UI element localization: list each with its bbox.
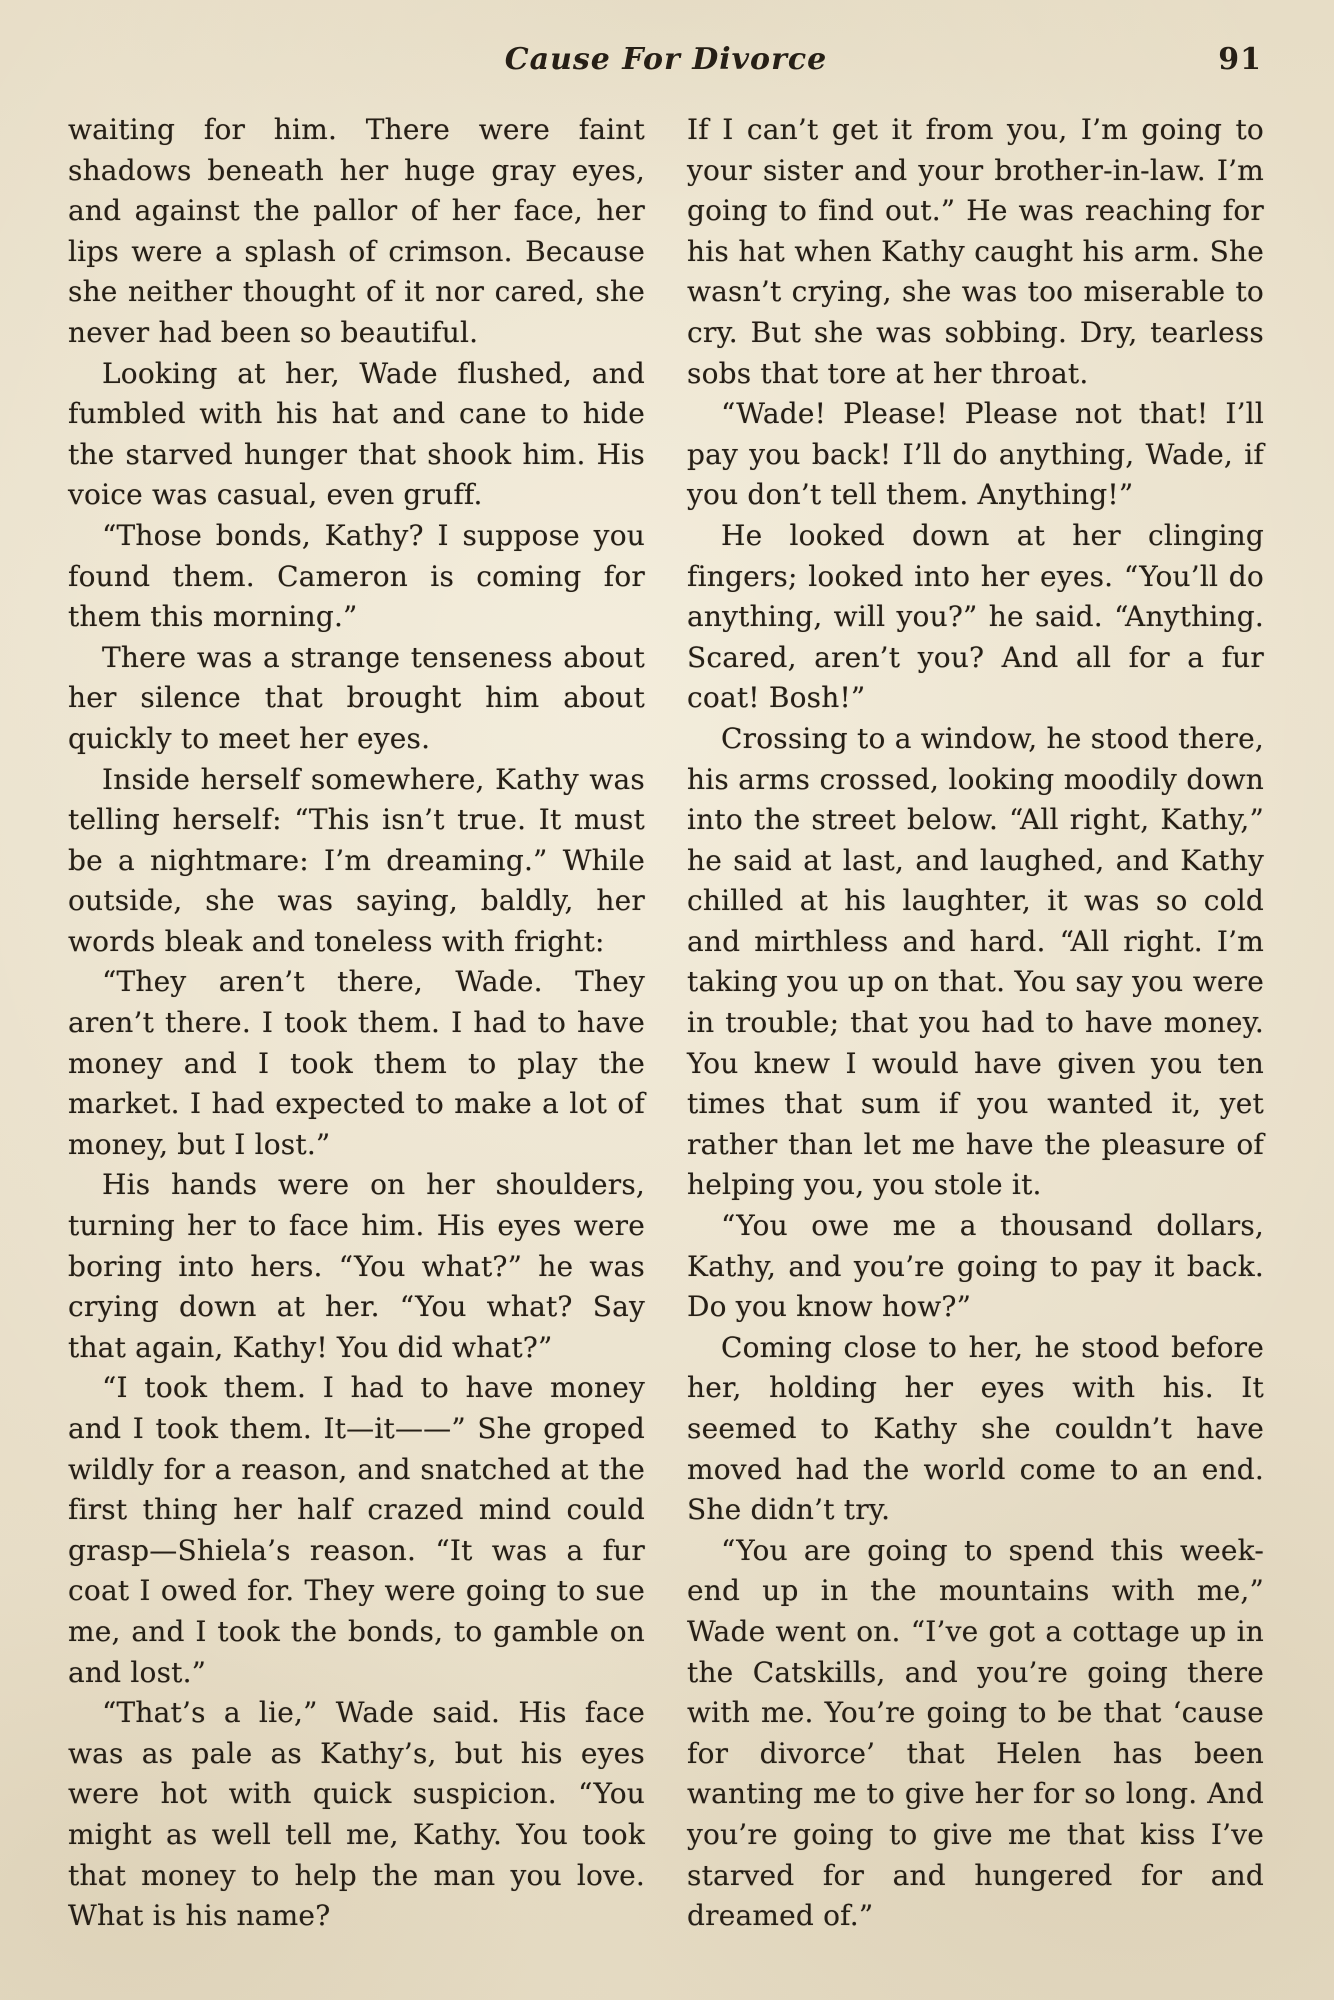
paragraph: “I took them. I had to have money and I took them. It—it——” She groped wildly for a reason, and snatched at the first thing her half crazed mind could grasp—Shiela’s reason. “It was a fur coat I owed for. They were going to sue me, and I took the bonds, to gamble on and lost.”: [68, 1371, 645, 1689]
page-title: Cause For Divorce: [504, 42, 828, 77]
left-column: [68, 110, 645, 1937]
running-head: [68, 42, 1264, 86]
paragraph: His hands were on her shoulders, turning her to face him. His eyes were boring into hers. “You what?” he was crying down at her. “You what? Say that again, Kathy! You did what?”: [68, 1168, 645, 1364]
paragraph: “You owe me a thousand dollars, Kathy, and you’re going to pay it back. Do you know how?”: [687, 1209, 1264, 1324]
text-columns: [68, 110, 1264, 1937]
paragraph: “You are going to spend this week-end up in the mountains with me,” Wade went on. “I’ve got a cottage up in the Catskills, and you’re going there with me. You’re going to be that ‘cause for divorce’ that Helen has been wanting me to give her for so long. And you’re going to give me that kiss I’ve starved for and hungered for and dreamed of.”: [687, 1533, 1264, 1933]
paragraph: Crossing to a window, he stood there, his arms crossed, looking moodily down into the street below. “All right, Kathy,” he said at last, and laughed, and Kathy chilled at his laughter, it was so cold and mirthless and hard. “All right. I’m taking you up on that. You say you were in trouble; that you had to have money. You knew I would have given you ten times that sum if you wanted it, yet rather than let me have the pleasure of helping you, you stole it.: [687, 721, 1264, 1202]
paragraph: He looked down at her clinging fingers; looked into her eyes. “You’ll do anything, will you?” he said. “Anything. Scared, aren’t you? And all for a fur coat! Bosh!”: [687, 518, 1264, 715]
paragraph: Looking at her, Wade flushed, and fumbled with his hat and cane to hide the starved hunger that shook him. His voice was casual, even gruff.: [68, 356, 645, 512]
paragraph: waiting for him. There were faint shadows beneath her huge gray eyes, and against the pallor of her face, her lips were a splash of crimson. Because she neither thought of it nor cared, she never had been so beautiful.: [68, 113, 645, 349]
paragraph: Inside herself somewhere, Kathy was telling herself: “This isn’t true. It must be a nightmare: I’m dreaming.” While outside, she was saying, baldly, her words bleak and toneless with fright:: [68, 762, 645, 958]
paragraph: “That’s a lie,” Wade said. His face was as pale as Kathy’s, but his eyes were hot with quick suspicion. “You might as well tell me, Kathy. You took that money to help the man you love. What is his name?: [68, 1696, 645, 1933]
paragraph: There was a strange tenseness about her silence that brought him about quickly to meet her eyes.: [68, 640, 645, 755]
paragraph: Coming close to her, he stood before her, holding her eyes with his. It seemed to Kathy she couldn’t have moved had the world come to an end. She didn’t try.: [687, 1330, 1264, 1527]
paragraph: If I can’t get it from you, I’m going to your sister and your brother-in-law. I’m going to find out.” He was reaching for his hat when Kathy caught his arm. She wasn’t crying, she was too miserable to cry. But she was sobbing. Dry, tearless sobs that tore at her throat.: [687, 113, 1264, 390]
paragraph: “They aren’t there, Wade. They aren’t there. I took them. I had to have money and I took them to play the market. I had expected to make a lot of money, but I lost.”: [68, 965, 645, 1161]
paragraph: “Wade! Please! Please not that! I’ll pay you back! I’ll do anything, Wade, if you don’t tell them. Anything!”: [687, 397, 1264, 512]
page-number: 91: [1218, 42, 1262, 77]
paragraph: “Those bonds, Kathy? I suppose you found them. Cameron is coming for them this morning.”: [68, 518, 645, 634]
right-column: [687, 110, 1264, 1937]
